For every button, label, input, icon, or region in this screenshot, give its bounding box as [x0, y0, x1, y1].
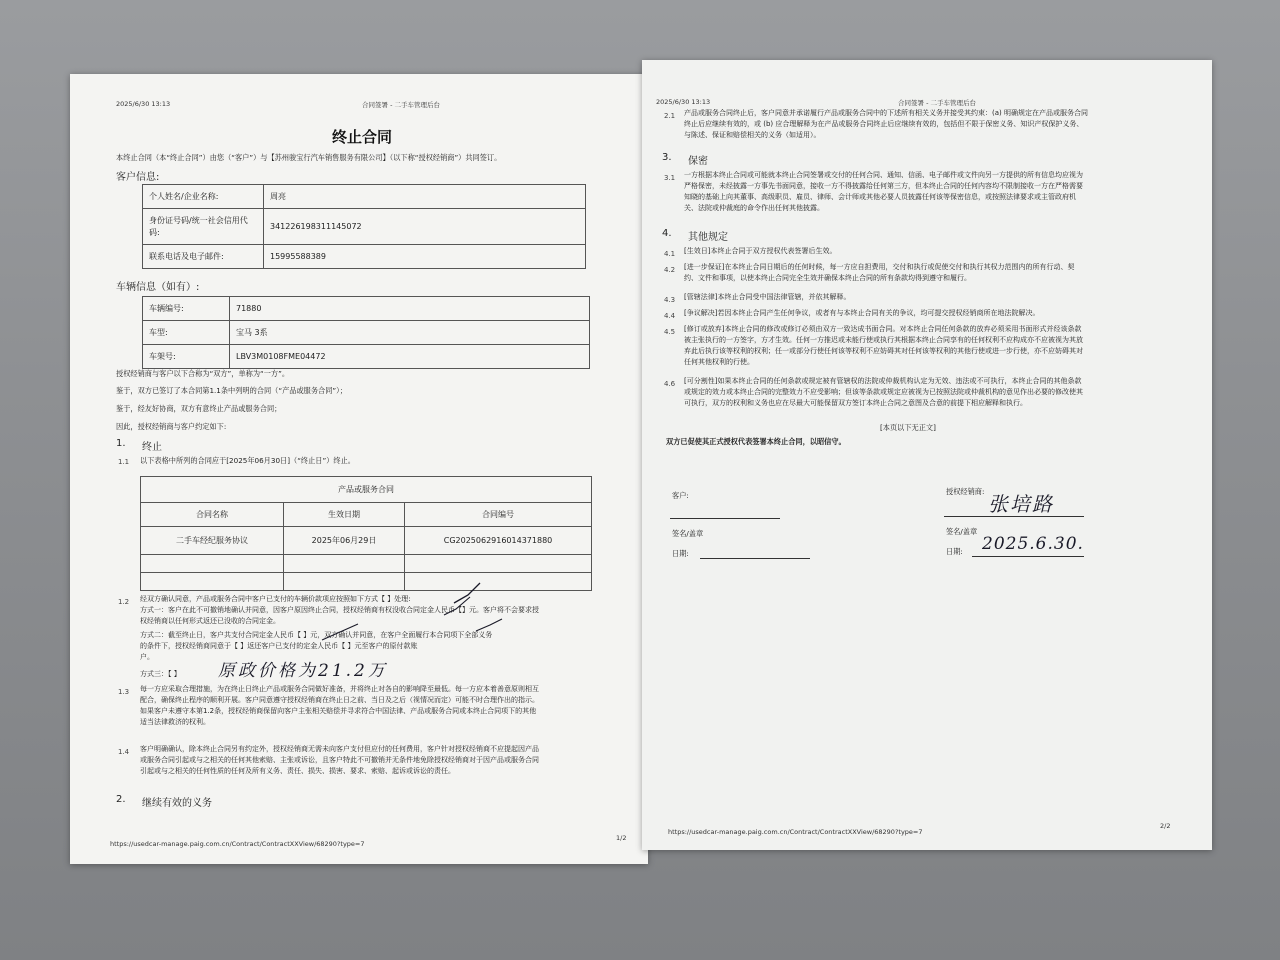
clause-3-1-line: 一方根据本终止合同或可能就本终止合同签署或交付的任何合同、通知、信函、电子邮件或文件向另一方提供的所有信息均应视为: [684, 171, 1083, 179]
witness-statement: 双方已促使其正式授权代表签署本终止合同，以昭信守。: [666, 437, 846, 446]
dealer-date-label: 日期:: [946, 547, 963, 556]
no-text-below-note: [本页以下无正文]: [880, 423, 936, 432]
section-2-title: 继续有效的义务: [142, 798, 212, 809]
clause-3-1-number: 3.1: [664, 174, 676, 182]
customer-row: [143, 185, 586, 209]
section-2-number: 2.: [116, 794, 126, 805]
clause-1-4-text: [140, 744, 630, 777]
section-4-title: 其他规定: [688, 232, 728, 243]
clause-4-2-text: [684, 262, 1184, 284]
clause-4-2-line: [进一步保证]在本终止合同日期后的任何时候，每一方应自担费用，交付和执行或促使交付和执行其权力范围内的所有行动、契: [684, 263, 1075, 271]
clause-3-1-line: 关、法院或仲裁庭的命令作出任何其他披露。: [684, 204, 824, 212]
whereas-clause-1: 鉴于，双方已签订了本合同第1.1条中列明的合同（“产品或服务合同”）；: [116, 386, 347, 395]
clause-3-1-line: 知晓的基础上向其董事、高级职员、雇员、律师、会计师或其他必要人员披露任何该等保密信息，或按照法律要求或主管政府机: [684, 193, 1076, 201]
vehicle-number-label: 车辆编号:: [143, 297, 230, 321]
clause-2-1-line: 与陈述、保证和赔偿相关的义务（如适用）。: [684, 131, 821, 139]
dealer-sign-label: 签名/盖章: [946, 527, 978, 536]
handwritten-check-marks: [440, 579, 580, 639]
dealer-date-line: [972, 556, 1084, 557]
vehicle-vin-label: 车架号:: [143, 345, 230, 369]
clause-1-4-number: 1.4: [118, 748, 130, 756]
vehicle-number-value: 71880: [230, 297, 590, 321]
clause-1-2-line: 权经销商以任何形式返还已没收的合同定金。: [140, 617, 280, 625]
section-3-number: 3.: [662, 152, 672, 163]
table-caption: 产品或服务合同: [141, 477, 592, 503]
table-row: [141, 527, 592, 555]
clause-4-6-line: [可分割性]如果本终止合同的任何条款或规定被有管辖权的法院或仲裁机构认定为无效、违法或不可执行，本终止合同的其他条款: [684, 377, 1082, 385]
dealer-name-line: [944, 516, 1084, 517]
table-row-empty: [141, 555, 592, 573]
col-contract-number: 合同编号: [405, 503, 592, 527]
clause-1-3-number: 1.3: [118, 688, 130, 696]
clause-4-3-line: [管辖法律]本终止合同受中国法律管辖，并依其解释。: [684, 293, 851, 301]
clause-1-2-line: 的条件下，授权经销商同意于【 】返还客户已支付的定金人民币【 】元至客户的原付款账: [140, 642, 418, 650]
contract-list-table: [140, 476, 592, 591]
table-header-row: [141, 503, 592, 527]
clause-4-6-line: 可执行，双方的权利和义务也应在尽最大可能保留双方签订本终止合同之意图及合意的前提下相应解释和执行。: [684, 399, 1027, 407]
dealer-signature: 张培路: [988, 492, 1054, 516]
clause-1-3-line: 如果客户未遵守本第1.2条，授权经销商保留向客户主张相关赔偿并寻求符合中国法律、产品或服务合同或本终止合同项下的其他: [140, 707, 537, 715]
page2-number: 2/2: [1160, 822, 1171, 830]
handwritten-stroke: [318, 622, 368, 644]
page1-footer-url: https://usedcar-manage.paig.com.cn/Contract/ContractXXView/68290?type=7: [110, 840, 365, 848]
customer-contact-value: 15995588389: [264, 245, 586, 269]
clause-1-4-line: 或服务合同引起或与之相关的任何其他索赔、主张或诉讼，且客户特此不可撤销并无条件地免除授权经销商对于因产品或服务合同: [140, 756, 539, 764]
cell-contract-name: 二手车经纪服务协议: [141, 527, 284, 555]
vehicle-info-heading: 车辆信息（如有）:: [116, 282, 200, 293]
parties-definition: 授权经销商与客户以下合称为“双方”，单称为“一方”。: [116, 369, 290, 378]
clause-1-3-line: 每一方应采取合理措施，为在终止日终止产品或服务合同做好准备，并将终止对各自的影响降至最低。每一方应本着善意原则相互: [140, 685, 539, 693]
vehicle-info-table: [142, 296, 590, 369]
clause-4-5-line: 被主张执行的一方签字，方才生效。任何一方推迟或未能行使或执行其根据本终止合同享有的任何权利不应构成亦不应被视为其放: [684, 336, 1083, 344]
clause-4-5-text: [684, 324, 1184, 368]
clause-1-2-line: 经双方确认同意，产品或服务合同中客户已支付的车辆价款项应按照如下方式【 】处理:: [140, 595, 411, 603]
clause-1-2-number: 1.2: [118, 598, 130, 606]
clause-1-2-line: 户。: [140, 653, 154, 661]
page1-header-date: 2025/6/30 13:13: [116, 100, 171, 108]
customer-label: 客户:: [672, 491, 689, 500]
clause-4-6-number: 4.6: [664, 380, 676, 388]
customer-info-table: [142, 184, 586, 269]
clause-2-1-line: 产品或服务合同终止后，客户同意并承诺履行产品或服务合同中的下述所有相关义务并接受其约束：(a) 明确规定在产品或服务合同: [684, 109, 1088, 117]
col-contract-name: 合同名称: [141, 503, 284, 527]
therefore-clause: 因此，授权经销商与客户约定如下:: [116, 422, 227, 431]
clause-1-2-line: 方式二：截至终止日，客户共支付合同定金人民币【 】元，双方确认并同意，在客户全面履行本合同项下全部义务: [140, 631, 493, 639]
vehicle-row: [143, 297, 590, 321]
section-1-title: 终止: [142, 442, 162, 453]
page1-number: 1/2: [616, 834, 627, 842]
vehicle-row: [143, 345, 590, 369]
customer-contact-label: 联系电话及电子邮件:: [143, 245, 264, 269]
clause-4-5-number: 4.5: [664, 328, 676, 336]
customer-id-value: 341226198311145072: [264, 209, 586, 245]
cell-contract-number: CG2025062916014371880: [405, 527, 592, 555]
section-4-number: 4.: [662, 228, 672, 239]
clause-4-1-number: 4.1: [664, 250, 676, 258]
clause-1-3-line: 配合，确保终止程序的顺利开展。客户同意遵守授权经销商在终止日之前、当日及之后（视情况而定）可能不时合理作出的指示。: [140, 696, 539, 704]
whereas-clause-2: 鉴于，经友好协商，双方有意终止产品或服务合同；: [116, 404, 282, 413]
clause-2-1-number: 2.1: [664, 112, 676, 120]
page1-header-title: 合同签署 - 二手车管理后台: [362, 101, 440, 109]
col-effective-date: 生效日期: [284, 503, 405, 527]
customer-id-label: 身份证号码/统一社会信用代码:: [143, 209, 264, 245]
dealer-date-handwritten: 2025.6.30.: [982, 534, 1084, 554]
clause-4-6-text: [684, 376, 1184, 409]
vehicle-vin-value: LBV3M0108FME04472: [230, 345, 590, 369]
clause-4-2-number: 4.2: [664, 266, 676, 274]
clause-4-5-line: 任何其他权利的行使。: [684, 358, 754, 366]
clause-4-3-text: [684, 292, 1184, 303]
contract-page-1: [70, 74, 648, 864]
section-3-title: 保密: [688, 156, 708, 167]
customer-name-line: [670, 518, 780, 519]
clause-4-3-number: 4.3: [664, 296, 676, 304]
clause-1-3-text: [140, 684, 630, 728]
clause-1-4-line: 引起或与之相关的任何性质的任何及所有义务、责任、损失、损害、要求、索赔、起诉或诉讼的责任。: [140, 767, 455, 775]
clause-4-1-line: [生效日]本终止合同于双方授权代表签署后生效。: [684, 247, 837, 255]
cell-effective-date: 2025年06月29日: [284, 527, 405, 555]
clause-3-1-line: 严格保密，未经披露一方事先书面同意，接收一方不得披露给任何第三方，但本终止合同的任何内容均不限制接收一方在严格需要: [684, 182, 1083, 190]
vehicle-model-label: 车型:: [143, 321, 230, 345]
clause-4-5-line: 弃此后执行该等权利的权利；任一或部分行使任何该等权利不应妨碍其对任何该等权利的其他行使或进一步行使，亦不应妨碍其对: [684, 347, 1083, 355]
handwritten-price-note: 原政价格为21.2万: [218, 661, 388, 681]
clause-4-6-line: 或规定的效力或本终止合同的完整效力不应受影响；但该等条款或规定应被视为已按照法院或仲裁机构的意见作出必要的修改使其: [684, 388, 1083, 396]
clause-2-1-text: [684, 108, 1184, 141]
clause-4-4-line: [争议解决]若因本终止合同产生任何争议，或者有与本终止合同有关的争议，均可提交授权经销商所在地法院解决。: [684, 309, 1040, 317]
customer-name-value: 周亮: [264, 185, 586, 209]
clause-4-1-text: [684, 246, 1184, 257]
page2-header-title: 合同签署 - 二手车管理后台: [898, 99, 976, 107]
section-1-number: 1.: [116, 438, 126, 449]
clause-4-5-line: [修订或放弃]本终止合同的修改或修订必须由双方一致达成书面合同。对本终止合同任何条款的放弃必须采用书面形式并经该条款: [684, 325, 1082, 333]
contract-intro: 本终止合同（本“终止合同”）由您（“客户”）与【苏州骏宝行汽车销售服务有限公司】（以下称“授权经销商”）共同签订。: [116, 153, 502, 162]
page2-footer-url: https://usedcar-manage.paig.com.cn/Contract/ContractXXView/68290?type=7: [668, 828, 923, 836]
customer-info-heading: 客户信息:: [116, 172, 160, 183]
vehicle-row: [143, 321, 590, 345]
customer-date-line: [700, 558, 810, 559]
clause-4-2-line: 约、文件和事项，以使本终止合同完全生效并确保本终止合同的所有条款均得到遵守和履行。: [684, 274, 971, 282]
customer-date-label: 日期:: [672, 549, 689, 558]
vehicle-model-value: 宝马 3系: [230, 321, 590, 345]
clause-4-4-number: 4.4: [664, 312, 676, 320]
clause-1-1-number: 1.1: [118, 458, 130, 466]
customer-name-label: 个人姓名/企业名称:: [143, 185, 264, 209]
clause-1-4-line: 客户明确确认，除本终止合同另有约定外，授权经销商无需未向客户支付但应付的任何费用，客户针对授权经销商不应提起因产品: [140, 745, 539, 753]
customer-row: [143, 209, 586, 245]
clause-3-1-text: [684, 170, 1184, 214]
table-caption-row: [141, 477, 592, 503]
customer-row: [143, 245, 586, 269]
clause-1-3-line: 适当法律救济的权利。: [140, 718, 210, 726]
clause-1-2-line: 方式三：【 】: [140, 670, 181, 678]
dealer-label: 授权经销商:: [946, 487, 985, 496]
contract-page-2: [642, 60, 1212, 850]
clause-1-1-text: 以下表格中所列的合同应于[2025年06月30日]（“终止日”）终止。: [140, 456, 355, 465]
contract-title: 终止合同: [332, 128, 393, 146]
page2-header-date: 2025/6/30 13:13: [656, 98, 711, 106]
customer-sign-label: 签名/盖章: [672, 529, 704, 538]
clause-2-1-line: 终止后应继续有效的，或 (b) 应合理解释为在产品或服务合同终止后应继续有效的，包括但不限于保密义务、知识产权保护义务、: [684, 120, 1084, 128]
clause-1-2-line: 方式一：客户在此不可撤销地确认并同意，因客户原因终止合同，授权经销商有权没收合同定金人民币【】元。客户将不会要求授: [140, 606, 539, 614]
clause-4-4-text: [684, 308, 1184, 319]
